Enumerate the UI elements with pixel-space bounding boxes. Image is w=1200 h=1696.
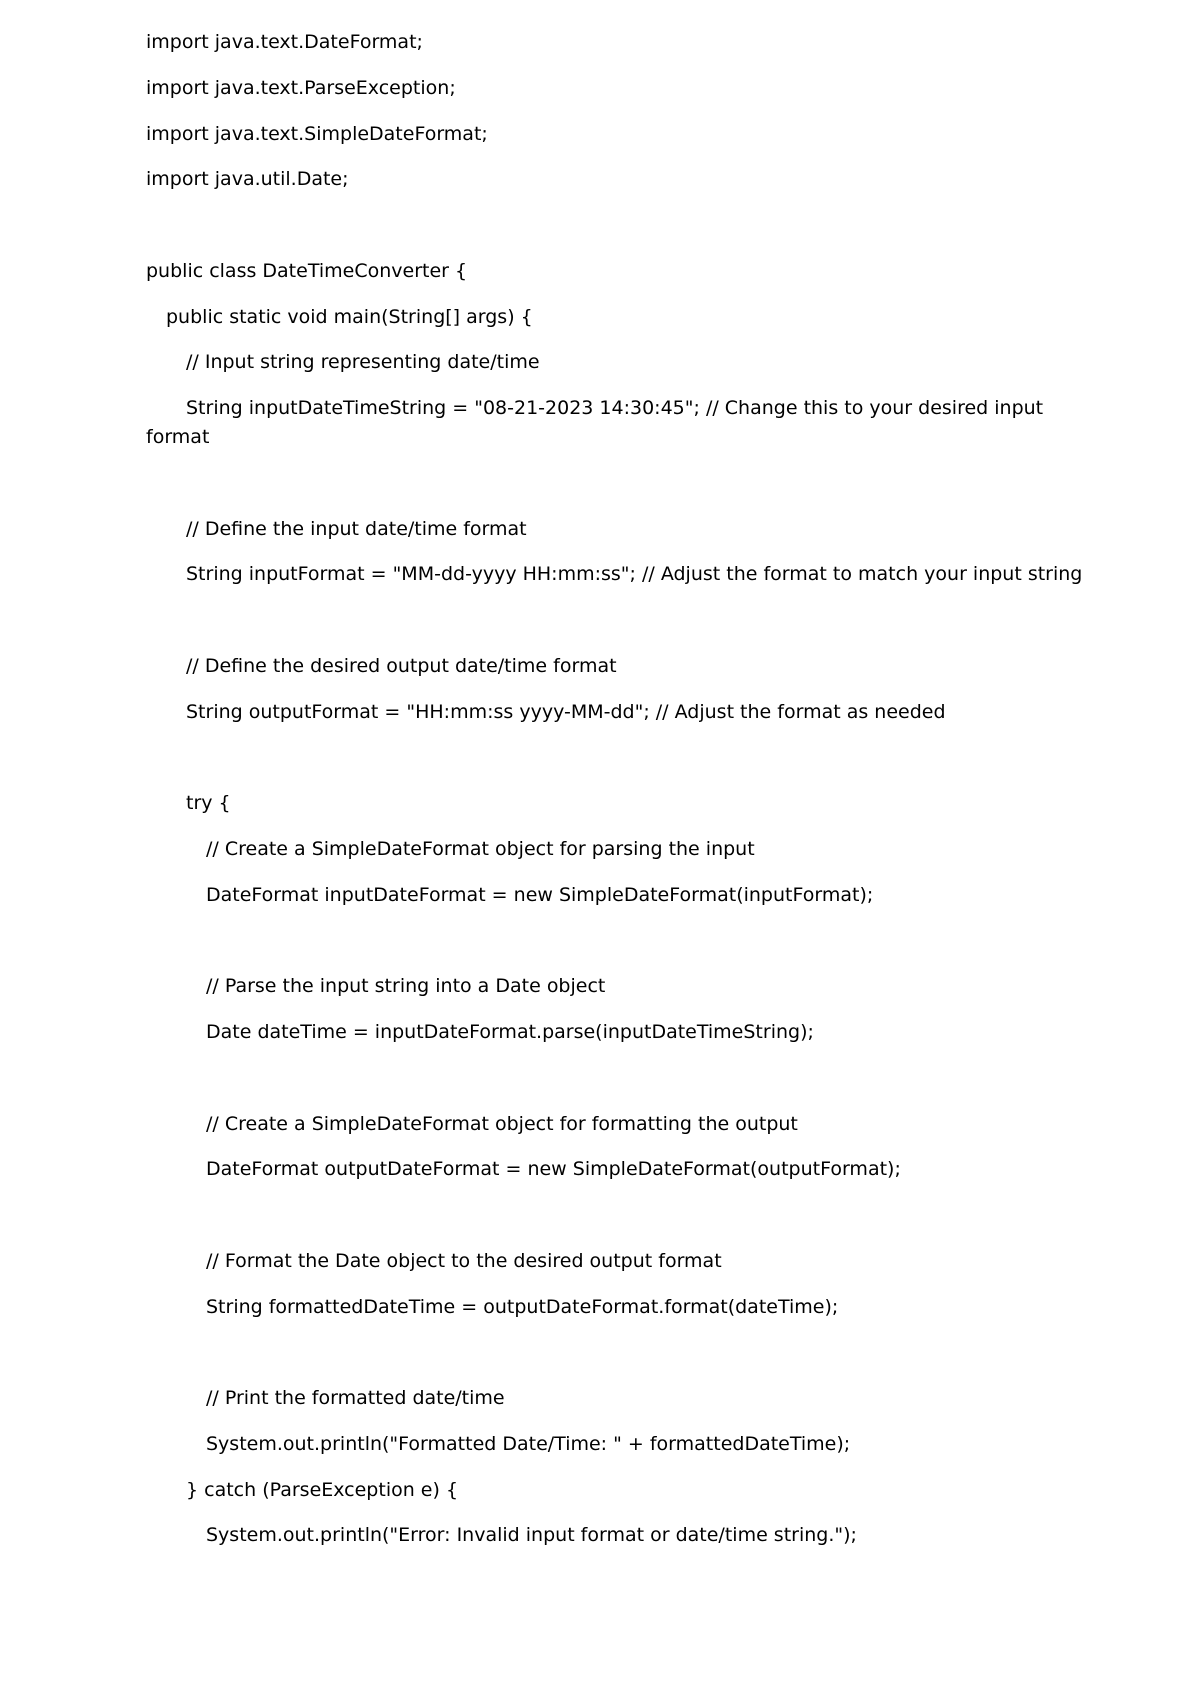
code-line: Date dateTime = inputDateFormat.parse(inputDateTimeString); (206, 1021, 814, 1043)
code-line: import java.text.DateFormat; (146, 31, 423, 53)
code-line: public class DateTimeConverter { (146, 260, 468, 282)
code-line: try { (186, 792, 231, 814)
code-line: import java.util.Date; (146, 168, 349, 190)
code-line: // Define the input date/time format (186, 518, 527, 540)
code-line: String formattedDateTime = outputDateFormat.format(dateTime); (206, 1296, 839, 1318)
code-line: // Format the Date object to the desired output format (206, 1250, 722, 1272)
code-line: DateFormat outputDateFormat = new SimpleDateFormat(outputFormat); (206, 1158, 901, 1180)
code-line: // Create a SimpleDateFormat object for parsing the input (206, 838, 755, 860)
code-line: System.out.println("Error: Invalid input format or date/time string."); (206, 1524, 857, 1546)
code-line: // Create a SimpleDateFormat object for formatting the output (206, 1113, 798, 1135)
code-line: String inputDateTimeString = "08-21-2023 14:30:45"; // Change this to your desired input (186, 397, 1044, 419)
code-line: import java.text.ParseException; (146, 77, 456, 99)
code-line: // Define the desired output date/time format (186, 655, 617, 677)
code-line: // Parse the input string into a Date object (206, 975, 606, 997)
code-line: format (146, 426, 210, 448)
code-line: import java.text.SimpleDateFormat; (146, 123, 488, 145)
code-line: // Print the formatted date/time (206, 1387, 505, 1409)
code-line: } catch (ParseException e) { (186, 1479, 459, 1501)
code-line: System.out.println("Formatted Date/Time: " + formattedDateTime); (206, 1433, 851, 1455)
code-line: DateFormat inputDateFormat = new SimpleDateFormat(inputFormat); (206, 884, 874, 906)
code-line: public static void main(String[] args) { (166, 306, 533, 328)
code-line: String outputFormat = "HH:mm:ss yyyy-MM-dd"; // Adjust the format as needed (186, 701, 946, 723)
code-line: String inputFormat = "MM-dd-yyyy HH:mm:ss"; // Adjust the format to match your input string (186, 563, 1083, 585)
code-line: // Input string representing date/time (186, 351, 540, 373)
